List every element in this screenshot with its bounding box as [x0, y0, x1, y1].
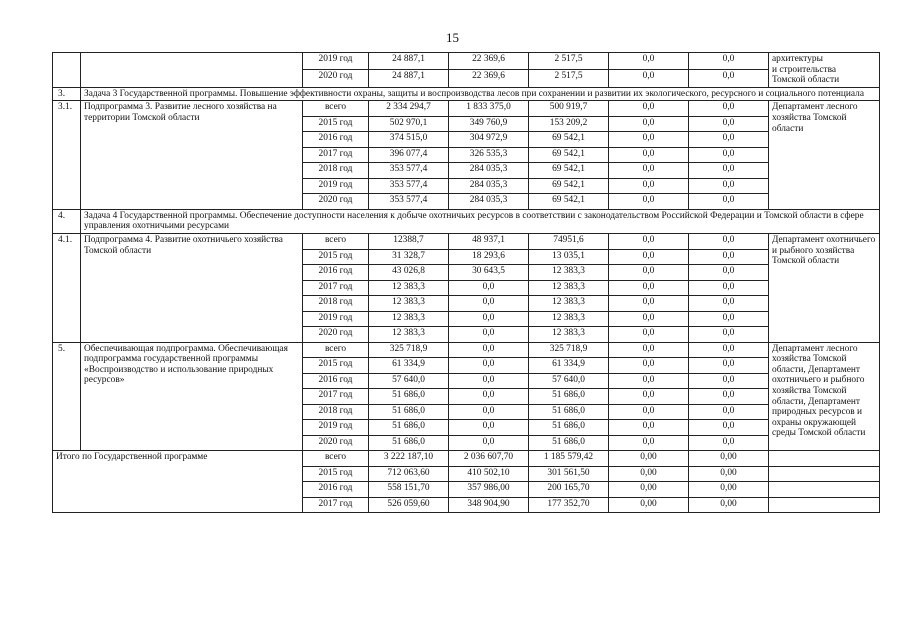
- value-cell: 325 718,9: [529, 342, 609, 358]
- value-cell: 558 151,70: [369, 482, 449, 498]
- value-cell: 0,0: [609, 178, 689, 194]
- year-cell: 2016 год: [303, 373, 369, 389]
- value-cell: 348 904,90: [449, 497, 529, 513]
- value-cell: 0,0: [449, 420, 529, 436]
- value-cell: 0,0: [689, 435, 769, 451]
- value-cell: 0,0: [609, 70, 689, 87]
- subprogram-name: Обеспечивающая подпрограмма. Обеспечивающая подпрограмма государственной программы «Воспроизводство и использование природных ресурсов»: [81, 342, 303, 451]
- value-cell: 0,0: [689, 132, 769, 148]
- value-cell: 31 328,7: [369, 249, 449, 265]
- executor-cell: [769, 466, 880, 482]
- year-cell: 2020 год: [303, 194, 369, 210]
- value-cell: 12 383,3: [369, 327, 449, 343]
- executor-cell: [769, 451, 880, 467]
- value-cell: 3 222 187,10: [369, 451, 449, 467]
- value-cell: 1 185 579,42: [529, 451, 609, 467]
- value-cell: 325 718,9: [369, 342, 449, 358]
- executor-cell: Департамент охотничьего и рыбного хозяйства Томской области: [769, 234, 880, 343]
- year-cell: 2015 год: [303, 358, 369, 374]
- value-cell: 712 063,60: [369, 466, 449, 482]
- table-row: [53, 209, 880, 233]
- value-cell: 0,0: [689, 116, 769, 132]
- value-cell: 18 293,6: [449, 249, 529, 265]
- value-cell: 0,0: [609, 101, 689, 117]
- year-cell: 2017 год: [303, 497, 369, 513]
- task-number: 3.: [53, 87, 81, 101]
- year-cell: 2015 год: [303, 249, 369, 265]
- subprogram-name-cell: [81, 53, 303, 88]
- year-cell: 2015 год: [303, 116, 369, 132]
- value-cell: 353 577,4: [369, 194, 449, 210]
- year-cell: 2018 год: [303, 296, 369, 312]
- value-cell: 0,0: [449, 435, 529, 451]
- value-cell: 1 833 375,0: [449, 101, 529, 117]
- value-cell: 326 535,3: [449, 147, 529, 163]
- value-cell: 349 760,9: [449, 116, 529, 132]
- value-cell: 0,00: [689, 482, 769, 498]
- year-cell: всего: [303, 451, 369, 467]
- value-cell: 2 517,5: [529, 70, 609, 87]
- value-cell: 0,00: [609, 466, 689, 482]
- value-cell: 0,0: [609, 265, 689, 281]
- value-cell: 0,0: [689, 147, 769, 163]
- value-cell: 57 640,0: [369, 373, 449, 389]
- table-row: [53, 342, 880, 358]
- year-cell: 2016 год: [303, 132, 369, 148]
- value-cell: 0,0: [449, 311, 529, 327]
- value-cell: 0,0: [689, 280, 769, 296]
- executor-cell: [769, 482, 880, 498]
- subprogram-number: 3.1.: [53, 101, 81, 210]
- value-cell: 51 686,0: [369, 389, 449, 405]
- table-row: [53, 234, 880, 250]
- value-cell: 0,00: [609, 482, 689, 498]
- value-cell: 51 686,0: [369, 404, 449, 420]
- year-cell: 2019 год: [303, 420, 369, 436]
- value-cell: 51 686,0: [529, 435, 609, 451]
- value-cell: 0,0: [609, 404, 689, 420]
- value-cell: 2 334 294,7: [369, 101, 449, 117]
- value-cell: 0,0: [689, 358, 769, 374]
- value-cell: 12 383,3: [369, 280, 449, 296]
- page-number: 15: [446, 30, 459, 45]
- value-cell: 0,0: [449, 327, 529, 343]
- value-cell: 51 686,0: [369, 420, 449, 436]
- value-cell: 0,00: [689, 466, 769, 482]
- value-cell: 0,0: [449, 404, 529, 420]
- value-cell: 0,0: [689, 389, 769, 405]
- value-cell: 13 035,1: [529, 249, 609, 265]
- value-cell: 12 383,3: [369, 311, 449, 327]
- table-row: [53, 53, 880, 70]
- value-cell: 0,0: [609, 249, 689, 265]
- value-cell: 0,0: [689, 342, 769, 358]
- value-cell: 12 383,3: [529, 311, 609, 327]
- value-cell: 0,0: [689, 296, 769, 312]
- value-cell: 200 165,70: [529, 482, 609, 498]
- value-cell: 69 542,1: [529, 194, 609, 210]
- subprogram-name: Подпрограмма 3. Развитие лесного хозяйства на территории Томской области: [81, 101, 303, 210]
- value-cell: 69 542,1: [529, 147, 609, 163]
- value-cell: 69 542,1: [529, 178, 609, 194]
- value-cell: 284 035,3: [449, 194, 529, 210]
- value-cell: 0,0: [609, 358, 689, 374]
- table-row: [53, 451, 880, 467]
- value-cell: 357 986,00: [449, 482, 529, 498]
- value-cell: 353 577,4: [369, 178, 449, 194]
- value-cell: 353 577,4: [369, 163, 449, 179]
- value-cell: 0,00: [689, 451, 769, 467]
- value-cell: 0,0: [609, 116, 689, 132]
- value-cell: 51 686,0: [529, 404, 609, 420]
- value-cell: 0,0: [689, 101, 769, 117]
- value-cell: 0,0: [689, 265, 769, 281]
- value-cell: 0,0: [609, 342, 689, 358]
- value-cell: 69 542,1: [529, 132, 609, 148]
- year-cell: 2019 год: [303, 178, 369, 194]
- value-cell: 0,0: [689, 373, 769, 389]
- value-cell: 0,0: [689, 234, 769, 250]
- table-row: [53, 101, 880, 117]
- table-row: [53, 87, 880, 101]
- value-cell: 526 059,60: [369, 497, 449, 513]
- value-cell: 0,0: [689, 163, 769, 179]
- value-cell: 0,0: [609, 163, 689, 179]
- task-title: Задача 4 Государственной программы. Обеспечение доступности населения к добыче охотничьих ресурсов в соответствии с законодательством Российской Федерации и Томской области в сфере управления охотничьими ресурсами: [81, 209, 880, 233]
- executor-cell: [769, 497, 880, 513]
- executor-cell: архитектуры и строительства Томской области: [769, 53, 880, 88]
- year-cell: всего: [303, 342, 369, 358]
- value-cell: 0,0: [689, 404, 769, 420]
- value-cell: 0,0: [449, 373, 529, 389]
- year-cell: 2017 год: [303, 147, 369, 163]
- year-cell: всего: [303, 234, 369, 250]
- value-cell: 12 383,3: [369, 296, 449, 312]
- year-cell: 2017 год: [303, 389, 369, 405]
- value-cell: 12 383,3: [529, 265, 609, 281]
- year-cell: 2017 год: [303, 280, 369, 296]
- total-label: Итого по Государственной программе: [53, 451, 303, 513]
- year-cell: 2015 год: [303, 466, 369, 482]
- value-cell: 0,0: [689, 194, 769, 210]
- subprogram-number: 5.: [53, 342, 81, 451]
- task-title: Задача 3 Государственной программы. Повышение эффективности охраны, защиты и воспроизводства лесов при сохранении и развитии их экологического, ресурсного и социального потенциала: [81, 87, 880, 101]
- year-cell: 2020 год: [303, 70, 369, 87]
- value-cell: 153 209,2: [529, 116, 609, 132]
- value-cell: 374 515,0: [369, 132, 449, 148]
- value-cell: 22 369,6: [449, 53, 529, 70]
- value-cell: 12388,7: [369, 234, 449, 250]
- value-cell: 284 035,3: [449, 163, 529, 179]
- value-cell: 0,0: [689, 178, 769, 194]
- subprogram-name: Подпрограмма 4. Развитие охотничьего хозяйства Томской области: [81, 234, 303, 343]
- value-cell: 12 383,3: [529, 280, 609, 296]
- value-cell: 51 686,0: [369, 435, 449, 451]
- value-cell: 12 383,3: [529, 327, 609, 343]
- value-cell: 0,0: [609, 280, 689, 296]
- value-cell: 24 887,1: [369, 70, 449, 87]
- value-cell: 43 026,8: [369, 265, 449, 281]
- value-cell: 0,00: [609, 497, 689, 513]
- value-cell: 48 937,1: [449, 234, 529, 250]
- value-cell: 0,0: [689, 311, 769, 327]
- value-cell: 0,0: [609, 53, 689, 70]
- value-cell: 177 352,70: [529, 497, 609, 513]
- year-cell: 2019 год: [303, 311, 369, 327]
- value-cell: 0,0: [609, 194, 689, 210]
- year-cell: 2020 год: [303, 435, 369, 451]
- value-cell: 0,0: [449, 296, 529, 312]
- subprogram-number: 4.1.: [53, 234, 81, 343]
- value-cell: 0,00: [609, 451, 689, 467]
- value-cell: 0,0: [609, 435, 689, 451]
- value-cell: 61 334,9: [529, 358, 609, 374]
- value-cell: 2 517,5: [529, 53, 609, 70]
- value-cell: 0,0: [449, 358, 529, 374]
- value-cell: 0,0: [609, 373, 689, 389]
- value-cell: 0,00: [689, 497, 769, 513]
- value-cell: 0,0: [689, 249, 769, 265]
- value-cell: 284 035,3: [449, 178, 529, 194]
- value-cell: 0,0: [609, 311, 689, 327]
- value-cell: 30 643,5: [449, 265, 529, 281]
- value-cell: 61 334,9: [369, 358, 449, 374]
- row-number-cell: [53, 53, 81, 88]
- value-cell: 57 640,0: [529, 373, 609, 389]
- year-cell: 2018 год: [303, 404, 369, 420]
- value-cell: 22 369,6: [449, 70, 529, 87]
- value-cell: 301 561,50: [529, 466, 609, 482]
- year-cell: всего: [303, 101, 369, 117]
- value-cell: 0,0: [689, 53, 769, 70]
- year-cell: 2016 год: [303, 482, 369, 498]
- value-cell: 0,0: [449, 389, 529, 405]
- value-cell: 0,0: [609, 389, 689, 405]
- value-cell: 0,0: [689, 327, 769, 343]
- value-cell: 24 887,1: [369, 53, 449, 70]
- value-cell: 51 686,0: [529, 389, 609, 405]
- year-cell: 2019 год: [303, 53, 369, 70]
- value-cell: 51 686,0: [529, 420, 609, 436]
- value-cell: 396 077,4: [369, 147, 449, 163]
- value-cell: 12 383,3: [529, 296, 609, 312]
- value-cell: 0,0: [689, 420, 769, 436]
- value-cell: 74951,6: [529, 234, 609, 250]
- value-cell: 2 036 607,70: [449, 451, 529, 467]
- value-cell: 0,0: [609, 420, 689, 436]
- budget-table: [52, 52, 880, 513]
- value-cell: 0,0: [609, 296, 689, 312]
- executor-cell: Департамент лесного хозяйства Томской области: [769, 101, 880, 210]
- value-cell: 0,0: [689, 70, 769, 87]
- value-cell: 69 542,1: [529, 163, 609, 179]
- year-cell: 2018 год: [303, 163, 369, 179]
- year-cell: 2020 год: [303, 327, 369, 343]
- executor-cell: Департамент лесного хозяйства Томской области, Департамент охотничьего и рыбного хозяйства Томской области, Департамент природных ресурсов и охраны окружающей среды Томской области: [769, 342, 880, 451]
- value-cell: 0,0: [449, 280, 529, 296]
- task-number: 4.: [53, 209, 81, 233]
- value-cell: 502 970,1: [369, 116, 449, 132]
- value-cell: 500 919,7: [529, 101, 609, 117]
- value-cell: 0,0: [609, 132, 689, 148]
- value-cell: 0,0: [449, 342, 529, 358]
- value-cell: 0,0: [609, 147, 689, 163]
- year-cell: 2016 год: [303, 265, 369, 281]
- value-cell: 0,0: [609, 327, 689, 343]
- value-cell: 410 502,10: [449, 466, 529, 482]
- value-cell: 0,0: [609, 234, 689, 250]
- value-cell: 304 972,9: [449, 132, 529, 148]
